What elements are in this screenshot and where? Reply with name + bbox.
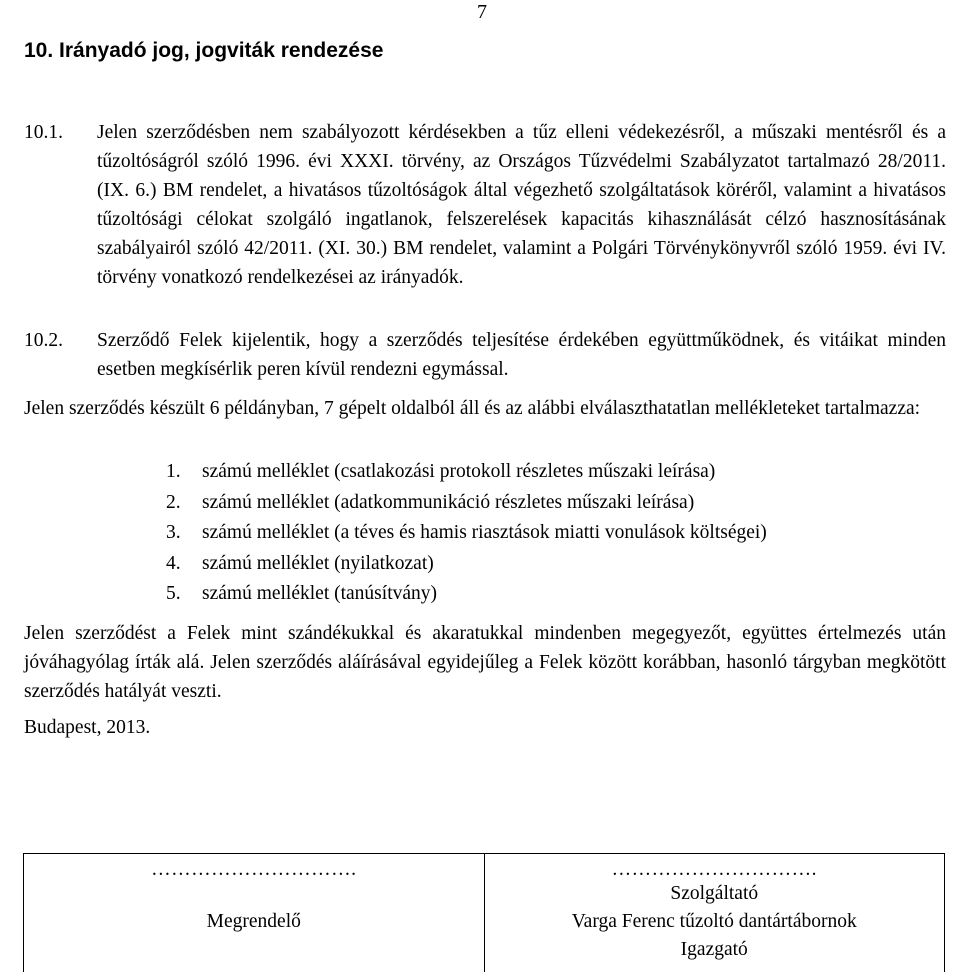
- signature-cell-client: [24, 854, 484, 972]
- signature-line: ………………………….: [611, 859, 817, 880]
- clause-number: 10.1.: [24, 122, 63, 143]
- signatory-title: Igazgató: [680, 939, 748, 960]
- clause-10-2: [24, 326, 946, 384]
- clause-number: 10.2.: [24, 330, 63, 351]
- annex-text: számú melléklet (adatkommunikáció részletes műszaki leírása): [202, 491, 695, 513]
- annex-item: [166, 488, 767, 519]
- annex-item: [166, 518, 767, 549]
- annex-item: [166, 457, 767, 488]
- annex-item: [166, 579, 767, 610]
- signatory-role: Szolgáltató: [670, 883, 759, 904]
- signatory-organization: Varga Ferenc tűzoltó dantártábornok: [571, 911, 857, 932]
- page-number: 7: [477, 1, 487, 23]
- signature-table: [23, 853, 945, 972]
- annex-list: [166, 457, 767, 610]
- annex-text: számú melléklet (a téves és hamis riasztások miatti vonulások költségei): [202, 522, 767, 543]
- annex-item: [166, 549, 767, 580]
- annex-number: 4.: [166, 552, 181, 574]
- annex-intro: Jelen szerződés készült 6 példányban, 7 gépelt oldalból áll és az alábbi elválaszthatatlan mellékleteket tartalmazza:: [24, 398, 921, 419]
- clause-text: Szerződő Felek kijelentik, hogy a szerződés teljesítése érdekében együttműködnek, és vitáikat minden esetben megkísérlik peren kívül rendezni egymással.: [97, 330, 946, 380]
- signatory-role: Megrendelő: [206, 911, 301, 932]
- annex-text: számú melléklet (tanúsítvány): [202, 583, 438, 604]
- place-date: Budapest, 2013.: [24, 717, 151, 738]
- signature-cell-provider: [484, 854, 945, 972]
- annex-text: számú melléklet (csatlakozási protokoll részletes műszaki leírása): [202, 461, 716, 482]
- clause-10-1: [24, 118, 946, 292]
- signature-line: ………………………….: [151, 859, 357, 880]
- annex-number: 2.: [166, 491, 181, 513]
- section-heading: 10. Irányadó jog, jogviták rendezése: [24, 39, 384, 62]
- annex-number: 5.: [166, 583, 181, 604]
- clause-text: Jelen szerződésben nem szabályozott kérdésekben a tűz elleni védekezésről, a műszaki mentésről és a tűzoltóságról szóló 1996. évi XXXI. törvény, az Országos Tűzvédelmi Szabályzatot tartalmazó 28/2011. (IX. 6.) BM rendelet, a hivatásos tűzoltóságok által végezhető szolgáltatások köréről, valamint a hivatásos tűzoltósági célokat szolgáló ingatlanok, felszerelések kapacitás kihasználását célzó hasznosításának szabályairól szóló 42/2011. (XI. 30.) BM rendelet, valamint a Polgári Törvénykönyvről szóló 1959. évi IV. törvény vonatkozó rendelkezései az irányadók.: [97, 122, 946, 288]
- annex-number: 1.: [166, 461, 181, 482]
- annex-number: 3.: [166, 522, 181, 543]
- closing-paragraph: Jelen szerződést a Felek mint szándékukkal és akaratukkal mindenben megegyezőt, együttes értelmezés után jóváhagyólag írták alá. Jelen szerződés aláírásával egyidejűleg a Felek között korábban, hasonló tárgyban megkötött szerződés hatályát veszti.: [24, 623, 946, 702]
- annex-text: számú melléklet (nyilatkozat): [202, 552, 434, 574]
